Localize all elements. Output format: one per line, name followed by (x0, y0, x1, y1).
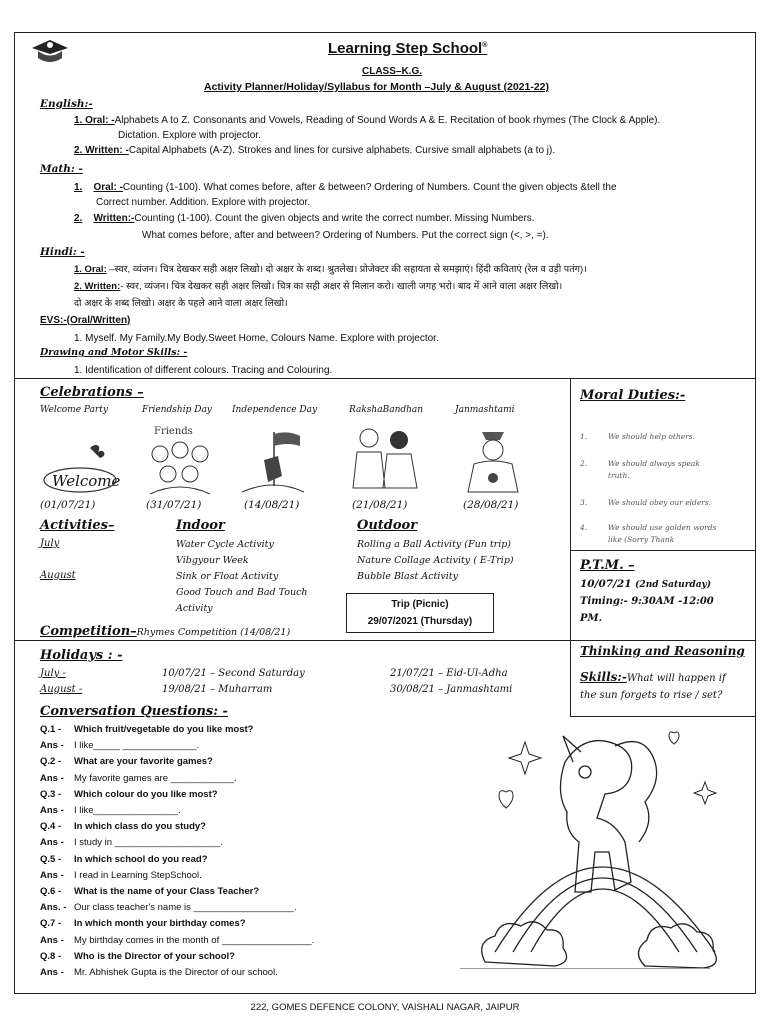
question-row (40, 821, 206, 832)
divider-thinking-bottom (570, 716, 756, 717)
janmashtami-illustration (458, 422, 528, 496)
answer-row (40, 805, 181, 816)
hindi-line-2: 2. Written:- स्वर, व्यंजन। चित्र देखकर सही अक्षर लिखो। चित्र का सही अक्षर से मिलान करो। खाली जगह भरो। बाद में आने वाला अक्षर लिखो। (74, 281, 563, 292)
row-text: Who is the Director of your school? (74, 950, 235, 962)
row-text: My favorite games are ____________. (74, 772, 237, 784)
celebration-name: RakshaBandhan (349, 405, 424, 415)
row-key: Ans - (40, 837, 64, 849)
outdoor-heading: Outdoor (357, 518, 418, 533)
signature-line (460, 968, 710, 969)
independence-illustration (238, 426, 308, 496)
welcome-illustration (40, 440, 120, 496)
activities-heading: Activities– (40, 518, 115, 533)
row-text: In which class do you study? (74, 821, 206, 833)
friendship-illustration (140, 420, 220, 496)
indoor-list (176, 537, 308, 617)
row-key: Q.6 - (40, 886, 62, 897)
celebrations-heading: Celebrations – (40, 385, 144, 400)
duty-text: We should use golden words (608, 523, 717, 532)
row-key: Ans - (40, 967, 64, 978)
friends-image-text: Friends (154, 426, 193, 437)
math-line-1-cont: Correct number. Addition. Explore with projector. (96, 197, 310, 208)
row-text: In which school do you read? (74, 853, 208, 865)
duty-num: 4. (580, 523, 588, 532)
english-line-1-cont: Dictation. Explore with projector. (118, 130, 261, 141)
row-key: Q.7 - (40, 918, 62, 930)
holidays-heading: Holidays : - (40, 648, 123, 663)
row-text: I study in ____________________. (74, 837, 223, 849)
row-text: What are your favorite games? (74, 756, 213, 768)
row-key: Q.4 - (40, 821, 62, 833)
question-row (40, 789, 218, 800)
drawing-heading: Drawing and Motor Skills: - (40, 347, 188, 358)
holiday-item: 30/08/21 – Janmashtami (390, 684, 513, 695)
august-label: August (40, 570, 76, 581)
duty-text: We should always speak (608, 459, 700, 468)
answer-row (40, 967, 278, 978)
trip-date: 29/07/2021 (Thursday) (367, 616, 473, 627)
duty-text: We should obey our elders. (608, 498, 712, 507)
trip-title: Trip (Picnic) (391, 599, 449, 610)
math-line-2-cont: What comes before, after and between? Ordering of Numbers. Put the correct sign (<, >, =). (142, 230, 549, 241)
indoor-item: Activity (176, 603, 213, 614)
celebration-date: (01/07/21) (40, 499, 96, 511)
outdoor-list (357, 537, 514, 585)
row-key: Ans - (40, 740, 64, 752)
row-text: My birthday comes in the month of _________________. (74, 934, 315, 946)
question-row (40, 854, 208, 865)
unicorn-illustration (455, 722, 745, 972)
indoor-item: Sink or Float Activity (176, 571, 279, 582)
math-line-2: 2. Written:-Counting (1-100). Count the given objects and write the correct number. Missing Numbers. (74, 213, 535, 224)
answer-row (40, 837, 223, 848)
class-label: CLASS–K.G. (362, 66, 423, 77)
row-key: Q.8 - (40, 950, 62, 962)
duty-num: 2. (580, 459, 588, 468)
school-logo-icon (28, 36, 72, 68)
answer-row (40, 870, 202, 881)
row-key: Q.1 - (40, 724, 62, 735)
hindi-line-1: 1. Oral: –स्वर, व्यंजन। चित्र देखकर सही अक्षर लिखो। दो अक्षर के शब्द। श्रुतलेख। प्रोजेक्टर की सहायता से समझाएं। हिंदी कविताएं (रेल व उड़ी पतंग)। (74, 264, 587, 275)
question-row (40, 756, 213, 767)
hindi-line-3: दो अक्षर के शब्द लिखो। अक्षर के पहले आने वाला अक्षर लिखो। (74, 298, 288, 309)
divider-top (14, 378, 756, 379)
answer-row (40, 902, 297, 913)
holiday-july-label: July - (40, 668, 66, 679)
trip-box (346, 593, 494, 633)
divider-thinking (570, 640, 571, 716)
row-key: Ans - (40, 869, 64, 881)
row-text: What is the name of your Class Teacher? (74, 886, 260, 897)
outdoor-item: Nature Collage Activity ( E-Trip) (357, 555, 514, 566)
holiday-august-label: August - (40, 684, 83, 695)
row-text: Our class teacher's name is ___________________. (74, 902, 297, 914)
thinking-heading: Thinking and Reasoning (580, 644, 745, 658)
row-key: Ans - (40, 772, 64, 784)
ptm-timing: Timing:- 9:30AM -12:00 (580, 596, 714, 607)
celebration-date: (14/08/21) (244, 499, 300, 511)
celebration-name: Friendship Day (142, 405, 212, 415)
indoor-heading: Indoor (176, 518, 225, 533)
rakshabandhan-illustration (345, 418, 425, 496)
row-key: Q.3 - (40, 788, 62, 800)
duty-text: truth. (608, 471, 630, 480)
row-text: In which month your birthday comes? (74, 918, 246, 930)
row-key: Ans - (40, 934, 64, 946)
answer-row (40, 935, 314, 946)
holiday-item: 19/08/21 – Muharram (162, 684, 273, 695)
row-text: I like_____ ______________. (74, 740, 200, 752)
outdoor-item: Bubble Blast Activity (357, 571, 458, 582)
indoor-item: Good Touch and Bad Touch (176, 587, 308, 598)
math-line-1: 1. Oral: -Counting (1-100). What comes before, after & between? Ordering of Numbers. Count the given objects &tell the (74, 182, 617, 193)
answer-row (40, 773, 237, 784)
conversation-heading: Conversation Questions: - (40, 704, 228, 719)
celebration-date: (21/08/21) (352, 499, 408, 511)
english-line-2: 2. Written: -Capital Alphabets (A-Z). Strokes and lines for cursive alphabets. Cursive small alphabets (a to j). (74, 145, 556, 156)
duty-num: 1. (580, 432, 588, 441)
ptm-heading: P.T.M. – (580, 558, 635, 573)
question-row (40, 724, 253, 735)
welcome-image-text: Welcome (52, 472, 120, 490)
duty-num: 3. (580, 498, 588, 507)
question-row (40, 886, 259, 897)
celebration-name: Independence Day (232, 405, 318, 415)
competition-line: Competition–Rhymes Competition (14/08/21) (40, 624, 291, 639)
duty-text: We should help others. (608, 432, 695, 441)
drawing-line-1: 1. Identification of different colours. Tracing and Colouring. (74, 365, 333, 376)
evs-line-1: 1. Myself. My Family.My Body.Sweet Home, Colours Name. Explore with projector. (74, 333, 439, 344)
thinking-line-2: the sun forgets to rise / set? (580, 690, 723, 701)
moral-heading: Moral Duties:- (580, 388, 686, 403)
divider-mid (14, 640, 756, 641)
school-name: Learning Step School® (328, 40, 488, 57)
footer-address: 222, GOMES DEFENCE COLONY, VAISHALI NAGAR, JAIPUR (250, 1002, 520, 1013)
question-row (40, 918, 246, 929)
row-text: Which fruit/vegetable do you like most? (74, 724, 254, 735)
celebration-name: Janmashtami (455, 405, 515, 415)
indoor-item: Vibgyour Week (176, 555, 249, 566)
divider-ptm (570, 550, 756, 551)
answer-row (40, 740, 199, 751)
english-line-1: 1. Oral: -Alphabets A to Z. Consonants and Vowels, Reading of Sound Words A & E. Recitation of book rhymes (The Clock & Apple). (74, 115, 661, 126)
math-heading: Math: - (40, 163, 83, 175)
row-key: Q.5 - (40, 853, 62, 865)
thinking-line-1: Skills:-What will happen if (580, 670, 726, 684)
outdoor-item: Rolling a Ball Activity (Fun trip) (357, 539, 512, 550)
row-text: Which colour do you like most? (74, 788, 218, 800)
row-key: Q.2 - (40, 756, 62, 768)
celebration-date: (28/08/21) (463, 499, 519, 511)
row-key: Ans - (40, 805, 64, 816)
celebration-name: Welcome Party (40, 405, 108, 415)
english-heading: English:- (40, 98, 93, 110)
july-label: July (40, 538, 60, 549)
hindi-heading: Hindi: - (40, 246, 85, 258)
divider-right-col (570, 378, 571, 640)
ptm-date: 10/07/21 (2nd Saturday) (580, 578, 712, 590)
celebration-date: (31/07/21) (146, 499, 202, 511)
ptm-pm: PM. (580, 613, 603, 624)
row-key: Ans. - (40, 902, 67, 914)
planner-title: Activity Planner/Holiday/Syllabus for Month –July & August (2021-22) (204, 81, 550, 93)
question-row (40, 951, 235, 962)
holiday-item: 10/07/21 – Second Saturday (162, 668, 305, 679)
row-text: I read in Learning StepSchool. (74, 869, 202, 881)
row-text: I like________________. (74, 805, 181, 816)
indoor-item: Water Cycle Activity (176, 539, 274, 550)
evs-heading: EVS:-(Oral/Written) (40, 315, 131, 326)
row-text: Mr. Abhishek Gupta is the Director of our school. (74, 967, 278, 978)
duty-text: like (Sorry Thank (608, 535, 675, 544)
holiday-item: 21/07/21 – Eid-Ul-Adha (390, 668, 508, 679)
